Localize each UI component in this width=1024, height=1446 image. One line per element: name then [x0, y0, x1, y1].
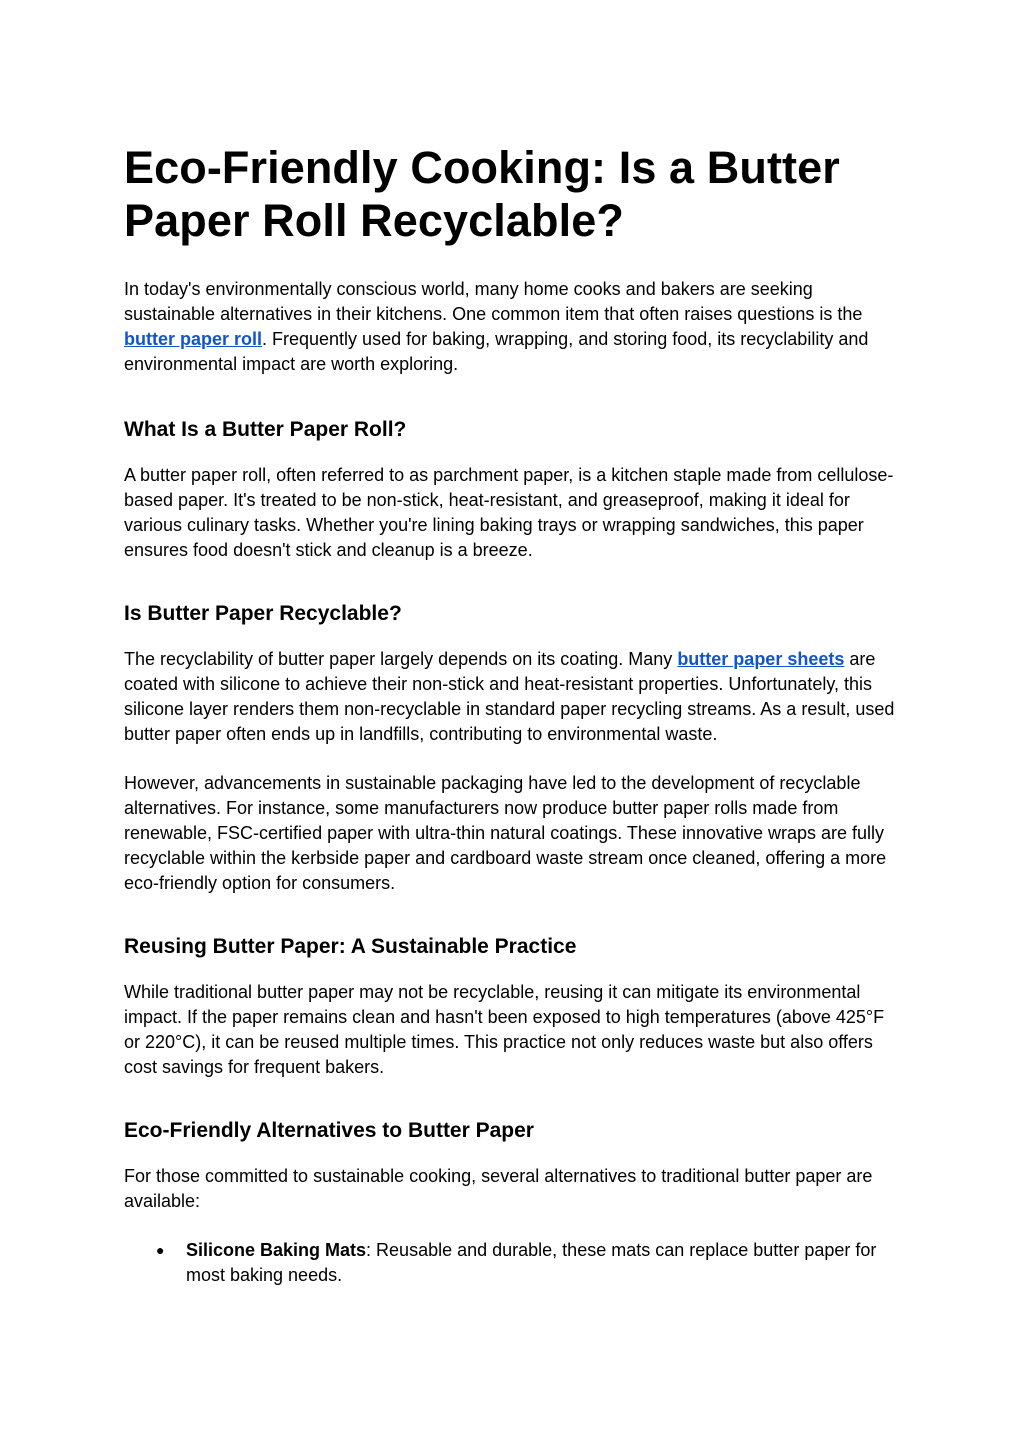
section-reusing-body: While traditional butter paper may not be recyclable, reusing it can mitigate its environmental impact. If the paper remains clean and hasn't been exposed to high temperatures (above 425°F or 220°C), it can be reused multiple times. This practice not only reduces waste but also offers cost savings for frequent bakers.: [124, 982, 885, 1077]
list-item-term: Silicone Baking Mats: [186, 1240, 367, 1260]
list-item: [156, 1238, 904, 1288]
butter-paper-sheets-link[interactable]: butter paper sheets: [677, 649, 845, 669]
section-what-is-body: A butter paper roll, often referred to as parchment paper, is a kitchen staple made from cellulose-based paper. It's treated to be non-stick, heat-resistant, and greaseproof, making it ideal for various culinary tasks. Whether you're lining baking trays or wrapping sandwiches, this paper ensures food doesn't stick and cleanup is a breeze.: [124, 465, 894, 560]
section-heading-what-is: What Is a Butter Paper Roll?: [124, 418, 407, 441]
page-title: Eco-Friendly Cooking: Is a Butter Paper Roll Recyclable?: [124, 142, 840, 246]
recyclable-text-before: The recyclability of butter paper largely depends on its coating. Many: [124, 649, 678, 669]
intro-text-after: . Frequently used for baking, wrapping, and storing food, its recyclability and environmental impact are worth exploring.: [124, 329, 869, 374]
section-heading-reusing: Reusing Butter Paper: A Sustainable Practice: [124, 935, 577, 958]
alternatives-list: [124, 1238, 904, 1288]
section-recyclable-paragraph-2: However, advancements in sustainable packaging have led to the development of recyclable alternatives. For instance, some manufacturers now produce butter paper rolls made from renewable, FSC-certified paper with ultra-thin natural coatings. These innovative wraps are fully recyclable within the kerbside paper and cardboard waste stream once cleaned, offering a more eco-friendly option for consumers.: [124, 773, 887, 893]
section-alternatives-body: For those committed to sustainable cooking, several alternatives to traditional butter paper are available:: [124, 1166, 873, 1211]
bullet-icon: ●: [156, 1242, 165, 1258]
section-recyclable-paragraph-1: [124, 647, 904, 747]
section-heading-alternatives: Eco-Friendly Alternatives to Butter Paper: [124, 1119, 534, 1142]
intro-text-before: In today's environmentally conscious world, many home cooks and bakers are seeking sustainable alternatives in their kitchens. One common item that often raises questions is the: [124, 279, 863, 324]
recyclable-text-after: are coated with silicone to achieve their non-stick and heat-resistant properties. Unfortunately, this silicone layer renders them non-recyclable in standard paper recycling streams. As a result, used butter paper often ends up in landfills, contributing to environmental waste.: [124, 649, 895, 744]
intro-paragraph: [124, 277, 904, 377]
list-item-description: : Reusable and durable, these mats can replace butter paper for most baking needs.: [186, 1240, 877, 1285]
butter-paper-roll-link[interactable]: butter paper roll: [124, 329, 263, 349]
section-heading-is-recyclable: Is Butter Paper Recyclable?: [124, 602, 402, 625]
